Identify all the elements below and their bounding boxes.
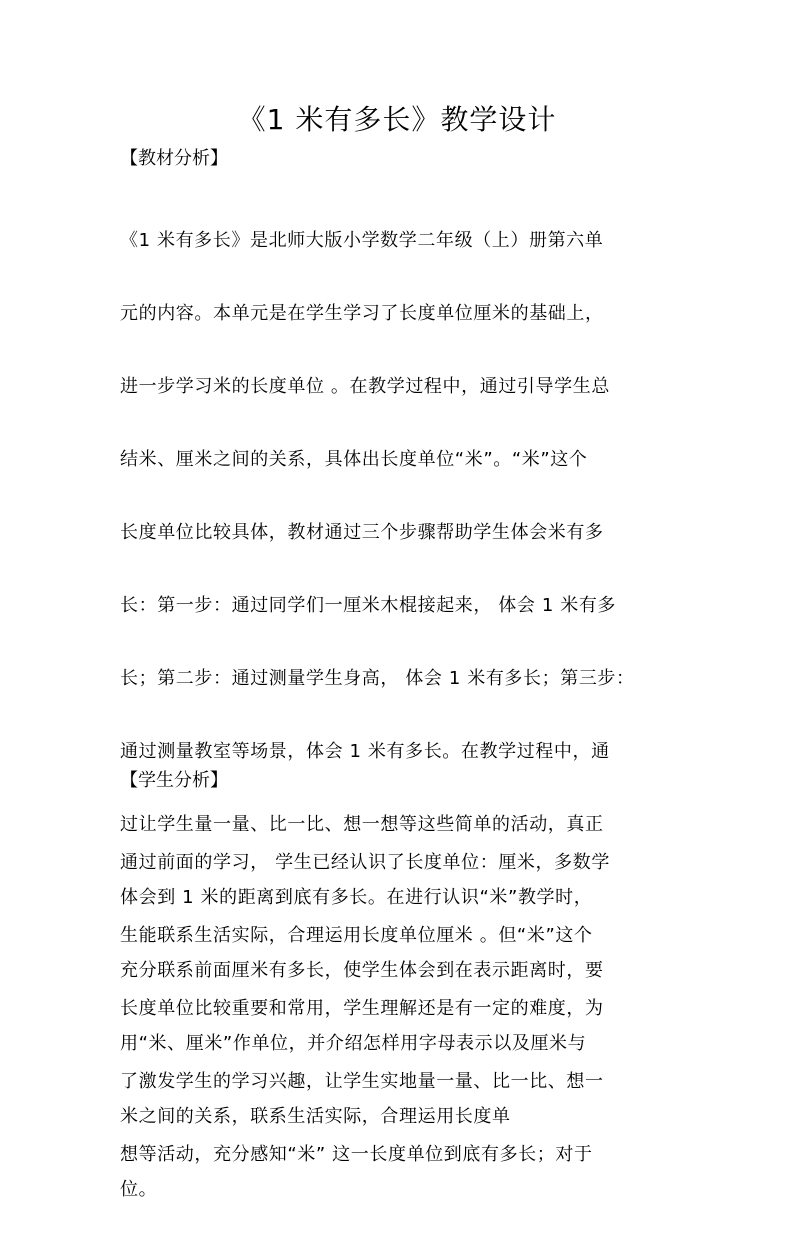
section-body-student-analysis <box>120 808 680 1210</box>
paragraph-line: 通过前面的学习， 学生已经认识了长度单位：厘米，多数学 <box>120 851 610 873</box>
page-title: 《1 米有多长》教学设计 <box>237 103 557 136</box>
paragraph-line: 进一步学习米的长度单位 。在教学过程中，通过引导学生总 <box>120 375 610 397</box>
paragraph-line: 结米、厘米之间的关系，具体出长度单位“米”。“米”这个 <box>120 448 588 470</box>
paragraph-line: 长度单位比较具体，教材通过三个步骤帮助学生体会米有多 <box>120 521 604 543</box>
paragraph-line: 体会到 1 米的距离到底有多长。在进行认识“米”教学时， <box>120 886 593 908</box>
paragraph-line: 用“米、厘米”作单位，并介绍怎样用字母表示以及厘米与 <box>120 1032 587 1054</box>
paragraph-line: 元的内容。本单元是在学生学习了长度单位厘米的基础上， <box>120 302 604 324</box>
paragraph-line: 米之间的关系，联系生活实际，合理运用长度单 <box>120 1105 511 1127</box>
section-heading-student-analysis: 【学生分析】 <box>120 770 228 791</box>
section-heading-textbook-analysis: 【教材分析】 <box>120 148 228 169</box>
paragraph-line: 充分联系前面厘米有多长，使学生体会到在表示距离时，要 <box>120 959 604 981</box>
paragraph-line: 过让学生量一量、比一比、想一想等这些简单的活动，真正 <box>120 813 604 835</box>
paragraph-line: 长度单位比较重要和常用，学生理解还是有一定的难度，为 <box>120 997 604 1019</box>
paragraph-line: 长：第一步：通过同学们一厘米木棍接起来， 体会 1 米有多 <box>120 594 617 616</box>
paragraph-line: 生能联系生活实际，合理运用长度单位厘米 。但“米”这个 <box>120 924 593 946</box>
paragraph-line: 了激发学生的学习兴趣，让学生实地量一量、比一比、想一 <box>120 1070 604 1092</box>
paragraph-line: 长；第二步：通过测量学生身高， 体会 1 米有多长；第三步： <box>120 667 635 689</box>
paragraph-line: 位。 <box>120 1178 158 1200</box>
paragraph-line: 通过测量教室等场景，体会 1 米有多长。在教学过程中，通 <box>120 740 610 762</box>
paragraph-line: 《1 米有多长》是北师大版小学数学二年级（上）册第六单 <box>120 229 604 251</box>
paragraph-line: 想等活动，充分感知“米” 这一长度单位到底有多长；对于 <box>120 1143 593 1165</box>
